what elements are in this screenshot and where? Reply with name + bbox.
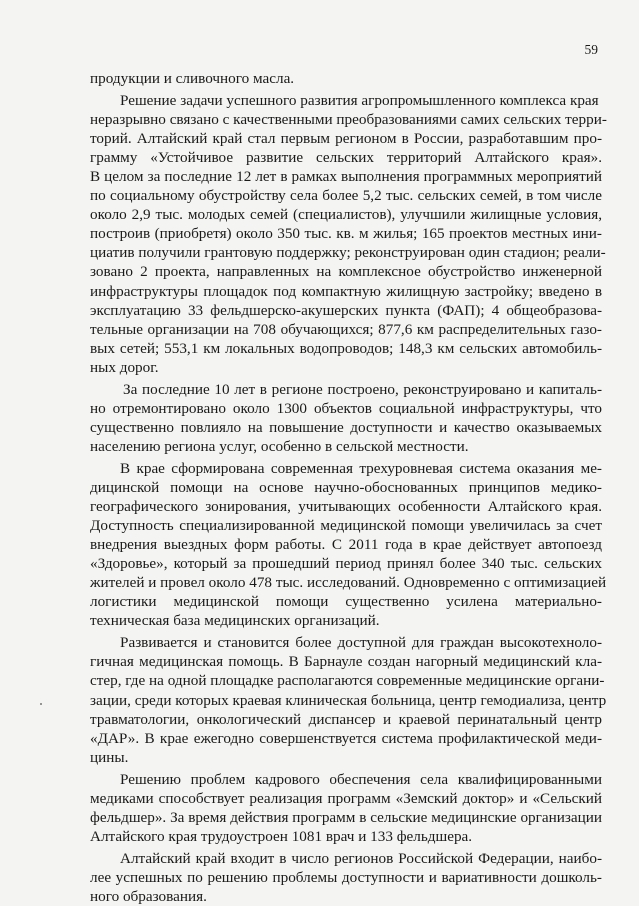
text-line: лее успешных по решению проблемы доступности и вариативности дошколь-	[90, 868, 602, 886]
text-line: травматологии, онкологический диспансер и краевой перинатальный центр	[90, 710, 602, 728]
text-line: ных дорог.	[90, 358, 159, 376]
text-line: инфраструктуры площадок под компактную жилищную застройку; введено в	[90, 282, 602, 300]
paragraph	[90, 633, 607, 766]
paragraph	[90, 459, 607, 630]
paragraph	[90, 849, 602, 906]
text-line: тельные организации на 708 обучающихся; 877,6 км распределительных газо-	[90, 320, 602, 338]
text-line: жителей и провел около 478 тыс. исследований. Одновременно с оптимизацией	[90, 574, 607, 592]
text-line: существенно повлияло на повышение доступности и качество оказываемых	[90, 418, 602, 436]
text-line: неразрывно связано с качественными преобразованиями самих сельских терри-	[90, 111, 607, 129]
text-line: техническая база медицинских организаций.	[90, 612, 380, 630]
text-line: Решению проблем кадрового обеспечения села квалифицированными	[120, 770, 602, 788]
text-line: Развивается и становится более доступной для граждан высокотехноло-	[120, 634, 602, 652]
paragraph	[90, 770, 602, 846]
document-body	[90, 69, 607, 906]
text-line: продукции и сливочного масла.	[90, 70, 295, 87]
text-line: зовано 2 проекта, направленных на комплексное обустройство инженерной	[90, 263, 602, 281]
text-line: стер, где на одной площадке располагаются современные медицинские органи-	[90, 672, 605, 690]
paragraph	[90, 91, 607, 377]
text-line: Алтайского края трудоустроен 1081 врач и 133 фельдшера.	[90, 827, 473, 845]
text-line: дицинской помощи на основе научно-обоснованных принципов медико-	[90, 478, 602, 496]
text-line: Доступность специализированной медицинской помощи увеличилась за счет	[90, 517, 602, 535]
text-line: но отремонтировано около 1300 объектов социальной инфраструктуры, что	[90, 399, 602, 417]
text-line: Алтайский край входит в число регионов Российской Федерации, наибо-	[120, 849, 602, 867]
text-line: построив (приобретя) около 350 тыс. кв. м жилья; 165 проектов местных ини-	[90, 225, 602, 243]
text-line: вых сетей; 553,1 км локальных водопроводов; 148,3 км сельских автомобиль-	[90, 339, 602, 357]
text-line: около 2,9 тыс. молодых семей (специалистов), улучшили жилищные условия,	[90, 206, 602, 224]
text-line: За последние 10 лет в регионе построено, реконструировано и капиталь-	[123, 380, 602, 398]
text-line: медиками способствует реализация программ «Земский доктор» и «Сельский	[90, 789, 602, 807]
text-line: ного образования.	[90, 887, 207, 905]
text-line: населению региона услуг, особенно в сельской местности.	[90, 437, 469, 455]
text-line: зации, среди которых краевая клиническая больница, центр гемодиализа, центр	[90, 691, 607, 709]
text-line: «ДАР». В крае ежегодно совершенствуется система профилактической меди-	[90, 729, 602, 747]
text-line: эксплуатацию 33 фельдшерско-акушерских пункта (ФАП); 4 общеобразова-	[90, 301, 602, 319]
text-line: логистики медицинской помощи существенно усилена материально-	[90, 593, 602, 611]
paragraph	[90, 69, 602, 88]
text-line: Решение задачи успешного развития агропромышленного комплекса края	[120, 92, 599, 110]
text-line: В крае сформирована современная трехуровневая система оказания ме-	[120, 459, 602, 477]
page-number: 59	[584, 42, 598, 57]
text-line: фельдшер». За время действия программ в сельские медицинские организации	[90, 808, 602, 826]
text-line: по социальному обустройству села более 5,2 тыс. сельских семей, в том числе	[90, 187, 602, 205]
text-line: цины.	[90, 748, 129, 766]
text-line: В целом за последние 12 лет в рамках выполнения программных мероприятий	[90, 168, 602, 186]
text-line: грамму «Устойчивое развитие сельских территорий Алтайского края».	[90, 149, 602, 167]
text-line: внедрения выездных форм работы. С 2011 года в крае действует автопоезд	[90, 536, 602, 554]
text-line: «Здоровье», который за прошедший период принял более 340 тыс. сельских	[90, 555, 602, 573]
text-line: гичная медицинская помощь. В Барнауле создан нагорный медицинский кла-	[90, 653, 602, 671]
text-line: циатив получили грантовую поддержку; реконструирован один стадион; реали-	[90, 244, 606, 262]
scan-speck	[40, 703, 42, 705]
text-line: географического зонирования, учитывающих особенности Алтайского края.	[90, 498, 602, 516]
text-line: торий. Алтайский край стал первым регионом в России, разработавшим про-	[90, 130, 602, 148]
paragraph	[90, 380, 602, 456]
